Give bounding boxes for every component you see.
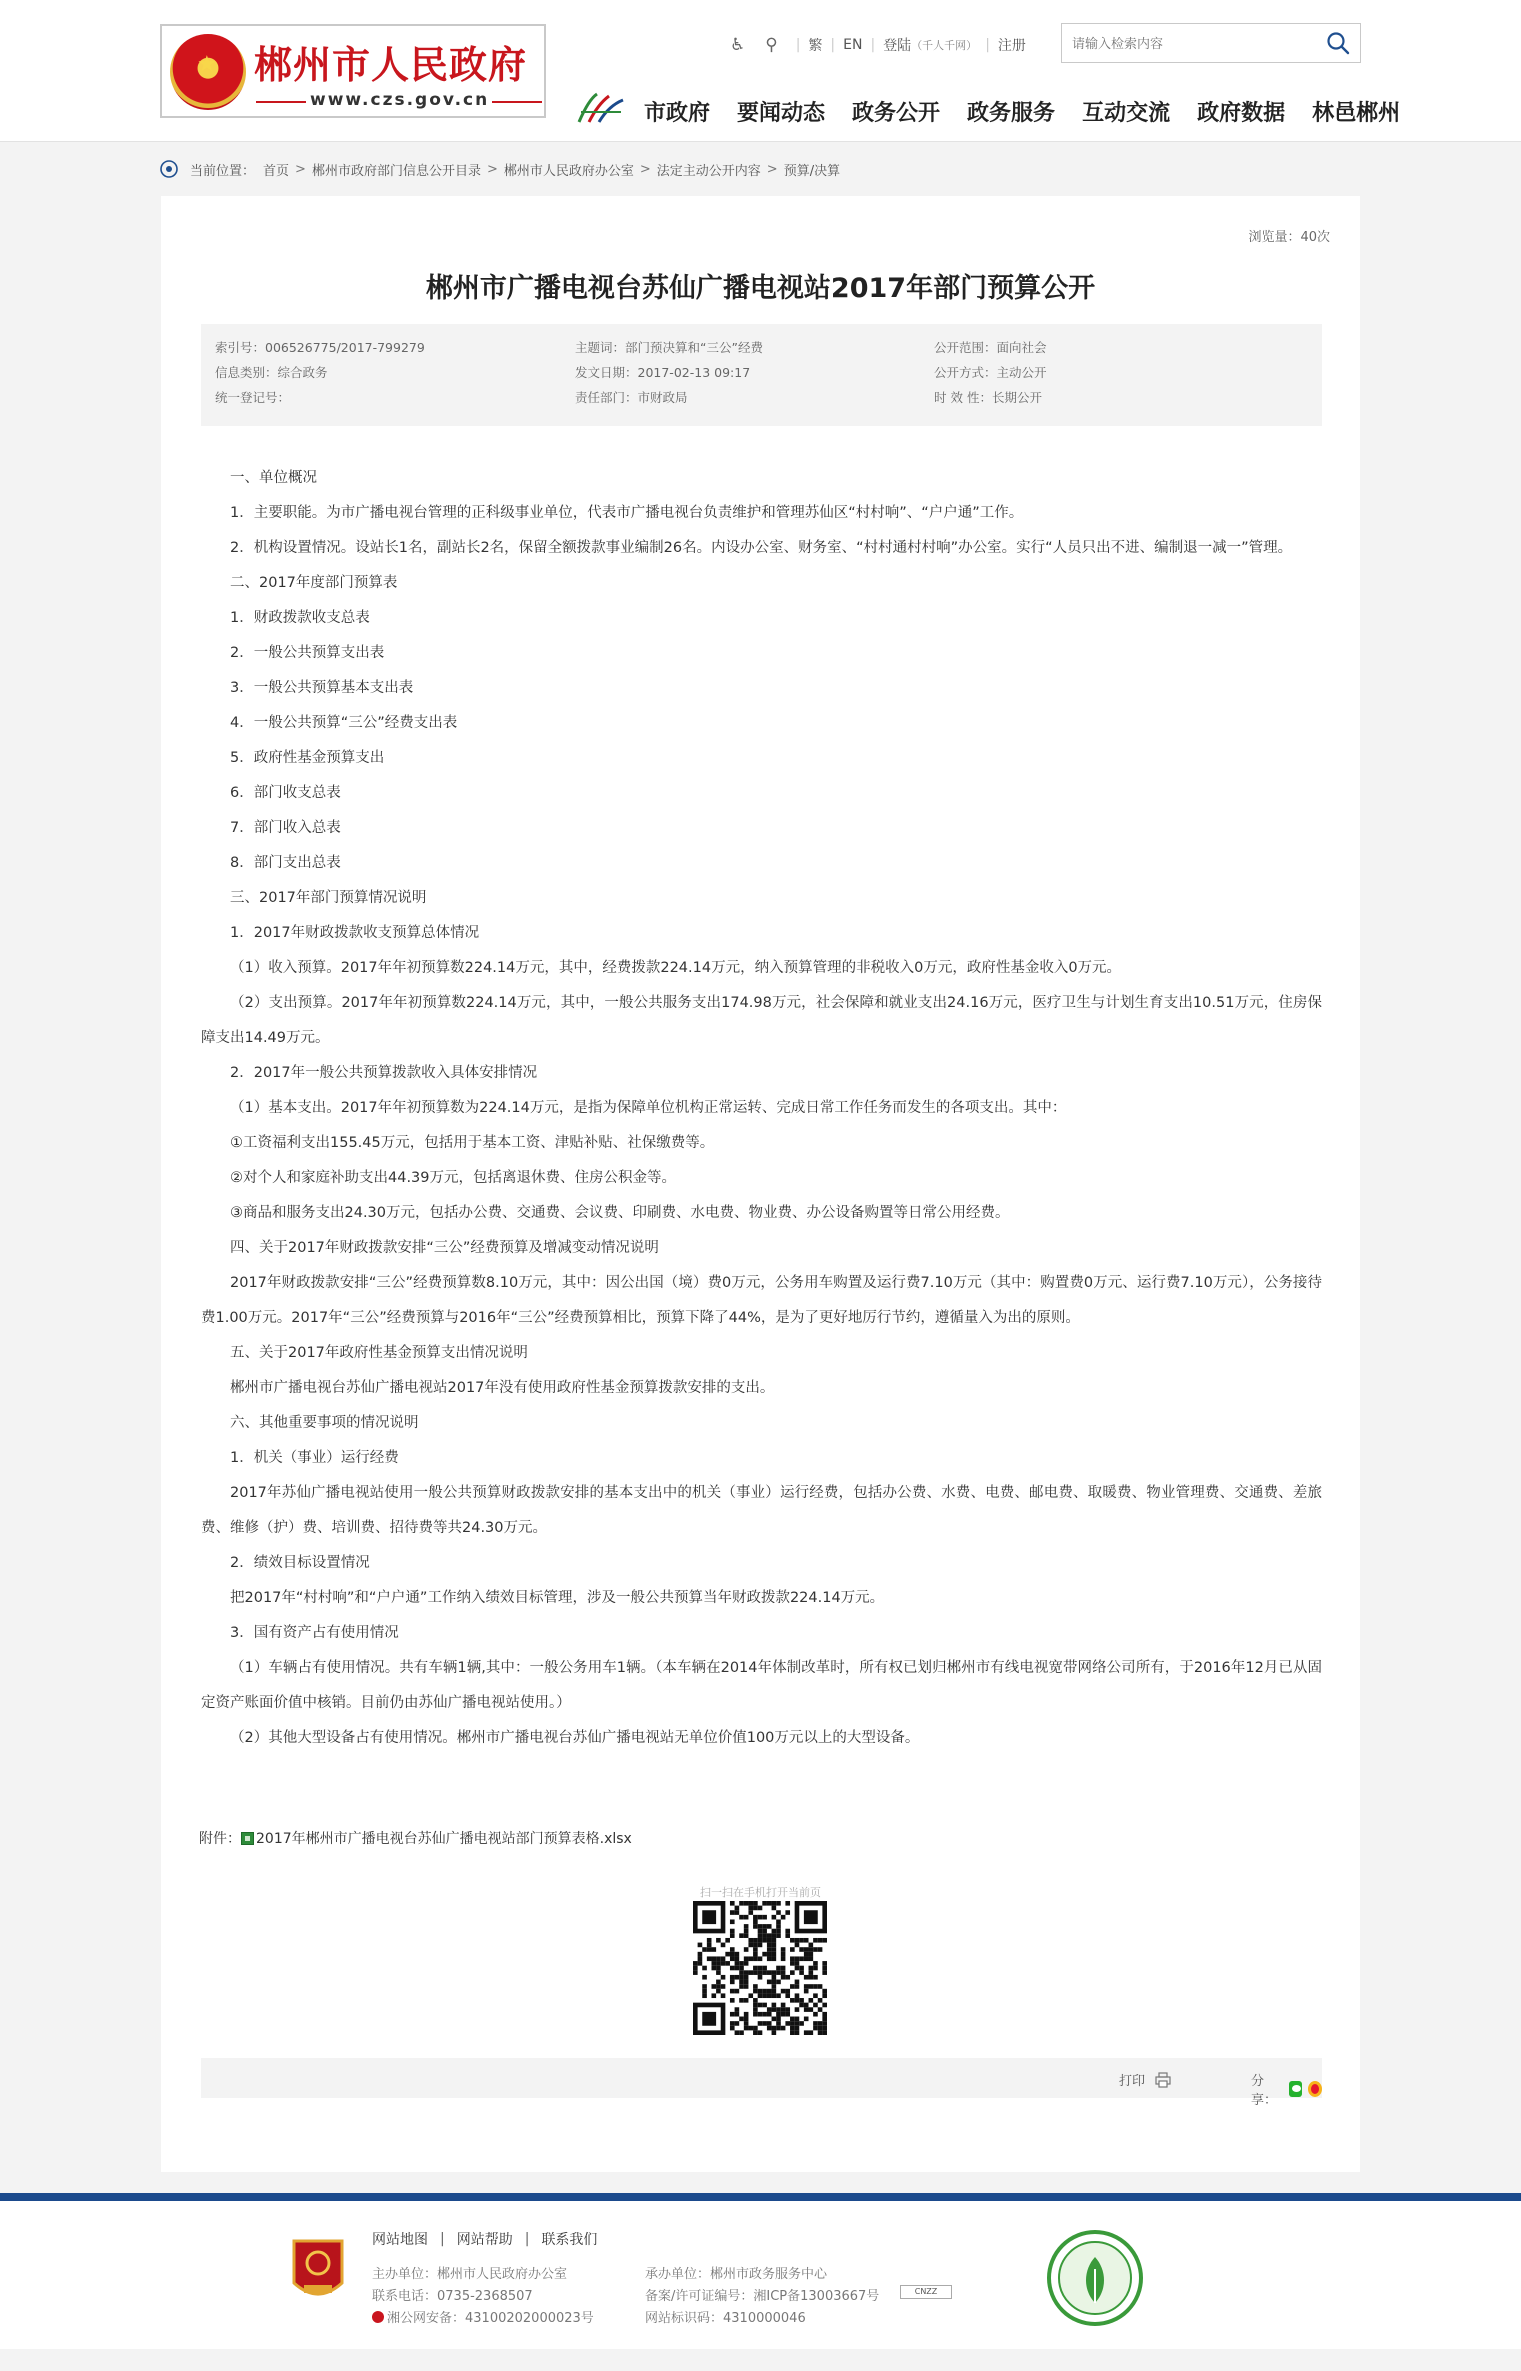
article-paragraph: 5．政府性基金预算支出	[230, 750, 385, 766]
attachment-label: 附件：	[199, 1831, 241, 1847]
article-panel	[161, 196, 1360, 2172]
article-paragraph: （2）其他大型设备占有使用情况。郴州市广播电视台苏仙广播电视站无单位价值100万元以上的大型设备。	[230, 1730, 920, 1746]
separator: |	[795, 37, 801, 53]
footer-link-sitemap[interactable]: 网站地图	[372, 2232, 428, 2248]
breadcrumb-item[interactable]: 首页	[263, 163, 290, 179]
attachment	[199, 1828, 632, 1848]
share-bar	[201, 2058, 1322, 2108]
meta-unified-no: 统一登记号：	[215, 390, 291, 405]
document-meta	[201, 324, 1322, 426]
meta-date: 发文日期：2017-02-13 09:17	[575, 365, 751, 380]
site-logo[interactable]	[160, 24, 546, 118]
login-note: （千人千网）	[911, 39, 978, 52]
breadcrumb-item[interactable]: 法定主动公开内容	[656, 163, 761, 179]
traditional-chinese-link[interactable]: 繁	[808, 38, 823, 54]
search-input[interactable]	[1062, 24, 1302, 62]
civilized-city-badge-icon[interactable]	[1046, 2229, 1144, 2327]
breadcrumb	[160, 158, 840, 180]
site-footer	[0, 2201, 1521, 2349]
logo-divider	[492, 101, 542, 103]
footer-site-code: 网站标识码：4310000046	[645, 2311, 806, 2326]
footer-link-contact[interactable]: 联系我们	[541, 2232, 598, 2248]
accessibility-icon[interactable]: ⚲	[765, 35, 778, 55]
police-badge-icon	[372, 2311, 384, 2323]
meta-category: 信息类别：综合政务	[215, 365, 328, 380]
search-icon[interactable]	[1326, 31, 1350, 55]
meta-department: 责任部门：市财政局	[575, 390, 688, 405]
excel-file-icon	[241, 1832, 254, 1845]
top-links	[720, 34, 1026, 56]
share-label: 分享：	[1251, 2074, 1278, 2108]
meta-scope: 公开范围：面向社会	[934, 340, 1047, 355]
meta-method: 公开方式：主动公开	[934, 365, 1047, 380]
nav-item-city-government[interactable]: 市政府	[644, 101, 711, 126]
article-paragraph: 2．2017年一般公共预算拨款收入具体安排情况	[230, 1065, 538, 1081]
breadcrumb-separator: >	[639, 161, 651, 177]
print-button[interactable]	[1119, 2070, 1171, 2089]
article-paragraph: 三、2017年部门预算情况说明	[230, 890, 427, 906]
article-paragraph: （1）收入预算。2017年年初预算数224.14万元，其中，经费拨款224.14万元，纳入预算管理的非税收入0万元，政府性基金收入0万元。	[230, 960, 1122, 976]
article-paragraph: 1．2017年财政拨款收支预算总体情况	[230, 925, 480, 941]
meta-subject: 主题词：部门预决算和“三公”经费	[575, 340, 763, 355]
meta-index-no: 索引号：006526775/2017-799279	[215, 340, 425, 355]
article-paragraph: ①工资福利支出155.45万元，包括用于基本工资、津贴补贴、社保缴费等。	[230, 1135, 715, 1151]
breadcrumb-separator: >	[766, 161, 778, 177]
meta-validity: 时 效 性：长期公开	[934, 390, 1042, 405]
breadcrumb-separator: >	[486, 161, 498, 177]
print-label: 打印	[1119, 2074, 1146, 2089]
register-link[interactable]: 注册	[997, 38, 1026, 54]
article-paragraph: 3．国有资产占有使用情况	[230, 1625, 399, 1641]
footer-police-text: 湘公网安备：43100202000023号	[387, 2311, 594, 2326]
article-body	[201, 461, 1322, 1756]
article-paragraph: 2．绩效目标设置情况	[230, 1555, 370, 1571]
separator: |	[985, 37, 990, 53]
article-paragraph: ③商品和服务支出24.30万元，包括办公费、交通费、会议费、印刷费、水电费、物业费、办公设备购置等日常公用经费。	[230, 1205, 1010, 1221]
nav-item-government-affairs[interactable]: 政务公开	[852, 101, 941, 126]
barrier-free-icon[interactable]: ♿	[730, 35, 746, 55]
party-government-badge-icon[interactable]	[290, 2237, 346, 2305]
logo-divider	[256, 101, 306, 103]
article-paragraph: （2）支出预算。2017年年初预算数224.14万元，其中，一般公共服务支出174.98万元，社会保障和就业支出24.16万元，医疗卫生与计划生育支出10.51万元，住房保障支出14.49万元。	[201, 995, 1322, 1046]
weibo-icon[interactable]	[1308, 2081, 1322, 2097]
article-paragraph: 6．部门收支总表	[230, 785, 341, 801]
footer-host: 主办单位：郴州市人民政府办公室	[372, 2267, 568, 2282]
national-emblem-icon: ★	[170, 34, 246, 110]
article-paragraph: 1．机关（事业）运行经费	[230, 1450, 399, 1466]
separator: |	[870, 37, 876, 53]
page-title: 郴州市广播电视台苏仙广播电视站2017年部门预算公开	[425, 273, 1096, 304]
nav-item-interaction[interactable]: 互动交流	[1082, 101, 1171, 126]
share-group	[1251, 2070, 1322, 2108]
login-link[interactable]: 登陆	[883, 38, 912, 54]
view-count: 浏览量：40次	[1248, 230, 1330, 245]
article-paragraph: 四、关于2017年财政拨款安排“三公”经费预算及增减变动情况说明	[230, 1240, 659, 1256]
article-paragraph: 郴州市广播电视台苏仙广播电视站2017年没有使用政府性基金预算拨款安排的支出。	[230, 1380, 775, 1396]
article-paragraph: 1．主要职能。为市广播电视台管理的正科级事业单位，代表市广播电视台负责维护和管理苏仙区“村村响”、“户户通”工作。	[230, 505, 1024, 521]
article-paragraph: 7．部门收入总表	[230, 820, 341, 836]
article-paragraph: 六、其他重要事项的情况说明	[230, 1415, 419, 1431]
nav-item-news[interactable]: 要闻动态	[737, 101, 826, 126]
article-paragraph: 8．部门支出总表	[230, 855, 341, 871]
main-nav	[644, 96, 1427, 127]
article-paragraph: 五、关于2017年政府性基金预算支出情况说明	[230, 1345, 528, 1361]
article-paragraph: （1）基本支出。2017年年初预算数为224.14万元，是指为保障单位机构正常运转、完成日常工作任务而发生的各项支出。其中：	[230, 1100, 1067, 1116]
site-title: 郴州市人民政府	[254, 42, 528, 87]
article-paragraph: 3．一般公共预算基本支出表	[230, 680, 414, 696]
article-paragraph: 1．财政拨款收支总表	[230, 610, 370, 626]
article-paragraph: 2．一般公共预算支出表	[230, 645, 385, 661]
separator: |	[440, 2231, 445, 2247]
article-paragraph: 2017年财政拨款安排“三公”经费预算数8.10万元，其中：因公出国（境）费0万元，公务用车购置及运行费7.10万元（其中：购置费0万元、运行费7.10万元），公务接待费1.00万元。2017年“三公”经费预算与2016年“三公”经费预算相比，预算下降了44%，是为了更好地厉行节约，遵循量入为出的原则。	[201, 1275, 1322, 1326]
printer-icon	[1155, 2072, 1171, 2088]
breadcrumb-item[interactable]: 郴州市人民政府办公室	[503, 163, 634, 179]
footer-icp[interactable]: 备案/许可证编号：湘ICP备13003667号	[645, 2289, 880, 2304]
article-paragraph: （1）车辆占有使用情况。共有车辆1辆,其中：一般公务用车1辆。（本车辆在2014年体制改革时，所有权已划归郴州市有线电视宽带网络公司所有，于2016年12月已从固定资产账面价值中核销。目前仍由苏仙广播电视站使用。）	[201, 1660, 1322, 1711]
separator: |	[524, 2231, 530, 2247]
wechat-icon[interactable]	[1289, 2081, 1302, 2097]
nav-item-services[interactable]: 政务服务	[967, 101, 1056, 126]
article-paragraph: 2．机构设置情况。设站长1名，副站长2名，保留全额拨款事业编制26名。内设办公室、财务室、“村村通村村响”办公室。实行“人员只出不进、编制退一减一”管理。	[230, 540, 1293, 556]
footer-link-help[interactable]: 网站帮助	[456, 2232, 513, 2248]
footer-police[interactable]	[372, 2307, 594, 2326]
breadcrumb-item[interactable]: 郴州市政府部门信息公开目录	[311, 163, 481, 179]
nav-item-government-data[interactable]: 政府数据	[1197, 101, 1286, 126]
english-link[interactable]: EN	[843, 37, 863, 53]
qr-caption: 扫一扫在手机打开当前页	[700, 1886, 821, 1899]
nav-item-linyi-chenzhou[interactable]: 林邑郴州	[1312, 101, 1401, 126]
breadcrumb-separator: >	[295, 161, 306, 177]
article-paragraph: 二、2017年度部门预算表	[230, 575, 398, 591]
article-paragraph: 一、单位概况	[230, 470, 317, 486]
footer-divider	[0, 2193, 1521, 2201]
article-paragraph: 把2017年“村村响”和“户户通”工作纳入绩效目标管理，涉及一般公共预算当年财政拨款224.14万元。	[230, 1590, 885, 1606]
breadcrumb-label: 当前位置：	[190, 163, 256, 179]
article-paragraph: 2017年苏仙广播电视站使用一般公共预算财政拨款安排的基本支出中的机关（事业）运行经费，包括办公费、水费、电费、邮电费、取暖费、物业管理费、交通费、差旅费、维修（护）费、培训费、招待费等共24.30万元。	[201, 1485, 1322, 1536]
article-paragraph: ②对个人和家庭补助支出44.39万元，包括离退休费、住房公积金等。	[230, 1170, 677, 1186]
footer-bottom-strip	[0, 2349, 1521, 2371]
cnzz-stats-icon[interactable]: CNZZ	[900, 2285, 952, 2299]
article-paragraph: 4．一般公共预算“三公”经费支出表	[230, 715, 458, 731]
attachment-link[interactable]: 2017年郴州市广播电视台苏仙广播电视站部门预算表格.xlsx	[256, 1831, 632, 1847]
qr-code-icon	[693, 1901, 827, 2035]
separator: |	[830, 37, 836, 53]
footer-links	[372, 2229, 597, 2249]
city-logo-icon	[575, 88, 627, 128]
footer-undertaker: 承办单位：郴州市政务服务中心	[645, 2267, 828, 2282]
site-url: www.czs.gov.cn	[310, 90, 490, 110]
search-box	[1061, 23, 1361, 63]
site-header	[0, 0, 1521, 142]
location-pin-icon	[160, 160, 178, 178]
footer-phone: 联系电话：0735-2368507	[372, 2289, 533, 2304]
breadcrumb-item[interactable]: 预算/决算	[783, 163, 841, 179]
